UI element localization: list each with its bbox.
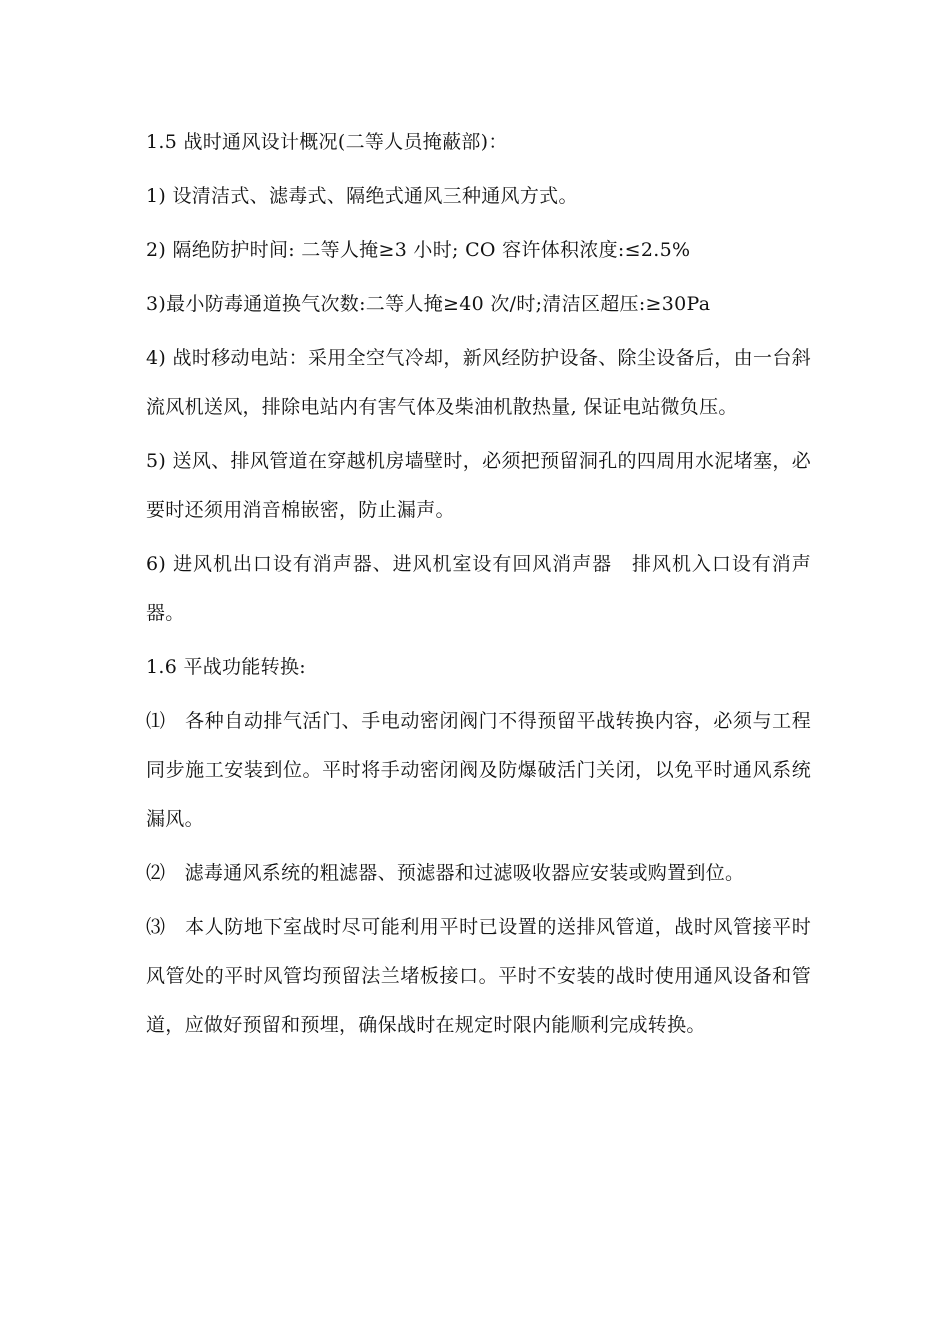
paragraph-item-4: 4) 战时移动电站：采用全空气冷却，新风经防护设备、除尘设备后，由一台斜流风机送风，排除电站内有害气体及柴油机散热量, 保证电站微负压。 <box>146 347 811 418</box>
paragraph-conversion-2: ⑵ 滤毒通风系统的粗滤器、预滤器和过滤吸收器应安装或购置到位。 <box>146 862 745 884</box>
paragraph-item-6: 6) 进风机出口设有消声器、进风机室设有回风消声器 排风机入口设有消声器。 <box>146 553 811 624</box>
section-heading-1-5: 1.5 战时通风设计概况(二等人员掩蔽部)： <box>146 131 508 153</box>
paragraph-conversion-1: ⑴ 各种自动排气活门、手电动密闭阀门不得预留平战转换内容，必须与工程同步施工安装到位。平时将手动密闭阀及防爆破活门关闭，以免平时通风系统漏风。 <box>146 710 811 830</box>
section-heading-1-6: 1.6 平战功能转换: <box>146 656 306 678</box>
paragraph-item-5: 5) 送风、排风管道在穿越机房墙壁时，必须把预留洞孔的四周用水泥堵塞，必要时还须用消音棉嵌密，防止漏声。 <box>146 450 811 521</box>
paragraph-item-2: 2) 隔绝防护时间: 二等人掩≥3 小时; CO 容许体积浓度:≤2.5% <box>146 239 691 261</box>
paragraph-item-1: 1) 设清洁式、滤毒式、隔绝式通风三种通风方式。 <box>146 185 578 207</box>
document-body <box>146 118 811 1055</box>
paragraph-item-3: 3)最小防毒通道换气次数:二等人掩≥40 次/时;清洁区超压:≥30Pa <box>146 293 711 315</box>
paragraph-conversion-3: ⑶ 本人防地下室战时尽可能利用平时已设置的送排风管道，战时风管接平时风管处的平时风管均预留法兰堵板接口。平时不安装的战时使用通风设备和管道，应做好预留和预埋，确保战时在规定时限内能顺利完成转换。 <box>146 916 811 1036</box>
